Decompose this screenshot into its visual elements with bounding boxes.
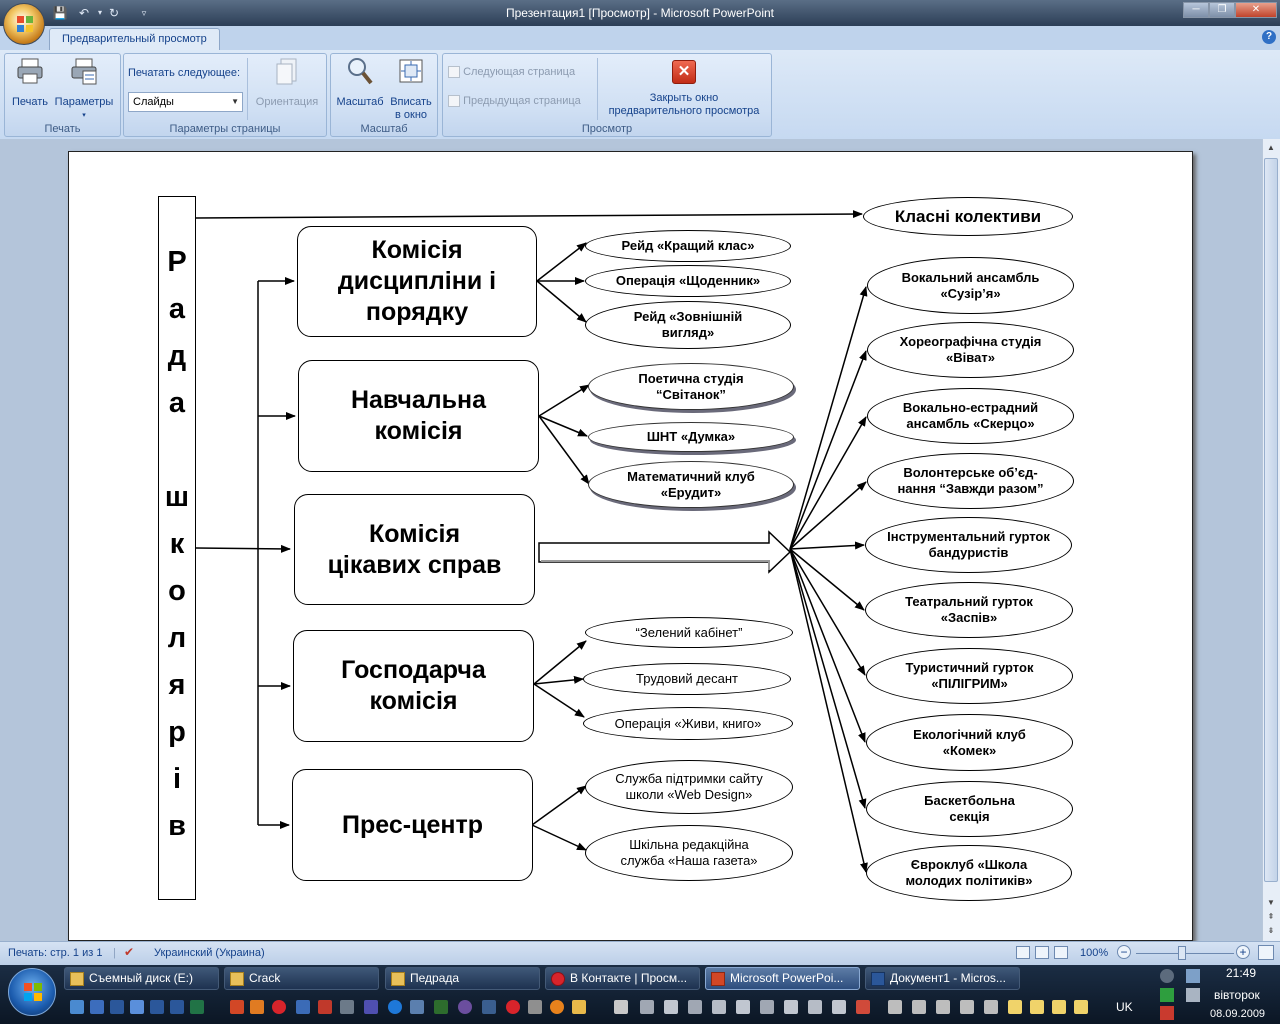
club-item: Інструментальний гурток бандуристів (865, 517, 1072, 573)
scroll-thumb[interactable] (1264, 158, 1278, 882)
word-icon[interactable] (150, 1000, 164, 1014)
app-icon[interactable] (736, 1000, 750, 1014)
app-icon[interactable] (410, 1000, 424, 1014)
slideshow-icon[interactable] (1054, 946, 1068, 959)
council-letter: о (168, 575, 186, 607)
zoom-button[interactable] (334, 56, 386, 109)
undo-icon[interactable]: ↶ (78, 6, 90, 20)
council-letter: і (172, 763, 182, 795)
app-icon[interactable] (712, 1000, 726, 1014)
council-letter: в (168, 810, 186, 842)
close-button[interactable]: ✕ (1235, 2, 1277, 18)
app-icon[interactable] (318, 1000, 332, 1014)
commission-study (298, 360, 539, 472)
app-icon[interactable] (856, 1000, 870, 1014)
tab-print-preview[interactable]: Предварительный просмотр (49, 28, 220, 50)
customize-toolbar-icon[interactable]: ▿ (141, 8, 147, 18)
close-preview-line1: Закрыть окно (649, 92, 719, 104)
network-icon[interactable] (1186, 969, 1200, 983)
club-item: Вокальний ансамбль «Сузір’я» (867, 257, 1074, 314)
options-button-label: Параметры (54, 96, 114, 108)
discipline-item: Рейд «Зовнішній вигляд» (585, 301, 791, 349)
app-icon[interactable] (984, 1000, 998, 1014)
folder-icon[interactable] (1052, 1000, 1066, 1014)
tray-icon[interactable] (1160, 988, 1174, 1002)
taskbar-button[interactable]: Педрада (385, 967, 540, 990)
study-item: Поетична студія “Світанок” (588, 363, 794, 410)
restore-button[interactable]: ❐ (1209, 2, 1235, 18)
club-item: Туристичний гурток «ПІЛІГРИМ» (866, 648, 1073, 704)
app-icon[interactable] (482, 1000, 496, 1014)
commission-interesting-affairs (294, 494, 535, 605)
app-icon[interactable] (960, 1000, 974, 1014)
zoom-in-icon[interactable]: + (1236, 945, 1250, 959)
zoom-slider-thumb[interactable] (1178, 946, 1186, 960)
page-info: Печать: стр. 1 из 1 (8, 947, 103, 959)
next-page-scroll-icon[interactable]: ⇟ (1267, 926, 1275, 935)
orientation-label: Ориентация (255, 96, 319, 108)
chevron-down-icon: ▼ (231, 97, 239, 106)
council-letter: ш (164, 481, 190, 513)
zoom-button-label: Масштаб (336, 96, 384, 108)
help-icon[interactable]: ? (1262, 30, 1276, 44)
prev-page-icon (448, 95, 460, 107)
zoom-level[interactable]: 100% (1080, 947, 1109, 959)
normal-view-icon[interactable] (1016, 946, 1030, 959)
app-icon[interactable] (296, 1000, 310, 1014)
app-icon[interactable] (912, 1000, 926, 1014)
taskbar-button[interactable]: Crack (224, 967, 379, 990)
folder-icon (391, 972, 405, 986)
word-icon[interactable] (110, 1000, 124, 1014)
floppy-icon[interactable] (364, 1000, 378, 1014)
printer-icon (15, 56, 45, 86)
printer-options-icon (69, 56, 99, 86)
council-letter: д (167, 340, 187, 372)
club-item: Вокально-естрадний ансамбль «Скерцо» (867, 388, 1074, 444)
print-what-select[interactable] (128, 92, 243, 112)
club-item: Баскетбольна секція (866, 781, 1073, 837)
volume-icon[interactable] (1186, 988, 1200, 1002)
orientation-icon (272, 56, 302, 86)
app-icon[interactable] (640, 1000, 654, 1014)
prev-page-label: Предыдущая страница (463, 95, 581, 107)
household-item: Операція «Живи, книго» (583, 707, 793, 740)
app-icon[interactable] (340, 1000, 354, 1014)
fit-slide-icon[interactable] (1258, 945, 1274, 960)
slide-sorter-icon[interactable] (1035, 946, 1049, 959)
student-council-box (158, 196, 196, 900)
print-button[interactable] (8, 56, 52, 109)
fit-to-window-button[interactable] (386, 56, 436, 122)
app-icon[interactable] (664, 1000, 678, 1014)
group-preview-label: Просмотр (581, 123, 633, 135)
app-icon[interactable] (760, 1000, 774, 1014)
household-item: Трудовий десант (583, 663, 791, 695)
commission-line: Навчальна (350, 386, 487, 414)
tray-icon[interactable] (1160, 969, 1174, 983)
minimize-button[interactable]: ─ (1183, 2, 1209, 18)
commission-line: Комісія (368, 519, 461, 548)
scroll-up-icon[interactable]: ▲ (1267, 143, 1275, 152)
options-button[interactable] (53, 56, 115, 122)
ie-icon[interactable] (388, 1000, 402, 1014)
fit-window-icon (396, 56, 426, 86)
spellcheck-icon[interactable]: ✔ (124, 945, 135, 959)
council-letter: р (168, 716, 186, 748)
folder-icon[interactable] (1074, 1000, 1088, 1014)
undo-dropdown-icon[interactable]: ▾ (97, 8, 102, 17)
excel-icon[interactable] (90, 1000, 104, 1014)
council-letter: а (168, 387, 186, 419)
commission-press-center (292, 769, 533, 881)
taskbar-button[interactable]: Съемный диск (E:) (64, 967, 219, 990)
taskbar-button[interactable]: Документ1 - Micros... (865, 967, 1020, 990)
office-button[interactable] (3, 3, 45, 45)
clock-date: 08.09.2009 (1210, 1008, 1266, 1020)
app-icon[interactable] (688, 1000, 702, 1014)
study-item: ШНТ «Думка» (588, 422, 794, 452)
orientation-button (250, 56, 324, 109)
word-icon (871, 972, 885, 986)
class-collectives: Класні колективи (863, 197, 1073, 236)
council-letter: Р (167, 246, 187, 278)
firefox-icon[interactable] (550, 1000, 564, 1014)
language-indicator-tray[interactable]: UK (1116, 1000, 1133, 1014)
group-print-label: Печать (44, 123, 81, 135)
club-item: Театральний гурток «Заспів» (865, 582, 1073, 638)
app-icon[interactable] (808, 1000, 822, 1014)
status-bar (0, 941, 1280, 965)
next-page-icon (448, 66, 460, 78)
separator: | (113, 947, 116, 959)
tray-icon[interactable] (1160, 1006, 1174, 1020)
group-zoom-label: Масштаб (360, 123, 408, 135)
household-item: “Зелений кабінет” (585, 617, 793, 648)
powerpoint-icon (711, 972, 725, 986)
commission-line: комісія (374, 417, 463, 445)
commission-line: комісія (369, 687, 458, 715)
word-icon[interactable] (170, 1000, 184, 1014)
fit-line1: Вписать (390, 96, 432, 108)
study-item: Математичний клуб «Ерудит» (588, 461, 794, 508)
fit-line2: в окно (394, 109, 428, 121)
scroll-down-icon[interactable]: ▼ (1267, 898, 1275, 907)
print-what-label: Печатать следующее: (128, 67, 241, 79)
council-letter: к (169, 528, 185, 560)
next-page-button (448, 66, 588, 79)
print-button-label: Печать (11, 96, 49, 108)
commission-household (293, 630, 534, 742)
close-red-icon: ✕ (672, 60, 696, 84)
prev-page-scroll-icon[interactable]: ⇞ (1267, 912, 1275, 921)
folder-icon[interactable] (1030, 1000, 1044, 1014)
app-icon[interactable] (572, 1000, 586, 1014)
save-icon[interactable]: 💾 (52, 6, 68, 20)
commission-line: дисципліни і (337, 267, 497, 295)
close-preview-line2: предварительного просмотра (608, 105, 760, 117)
outlook-icon[interactable] (130, 1000, 144, 1014)
clock-day: вівторок (1214, 988, 1260, 1002)
club-item: Екологічний клуб «Комек» (866, 714, 1073, 771)
magnifier-icon (345, 56, 375, 86)
commission-line: цікавих справ (327, 550, 502, 579)
commission-discipline (297, 226, 537, 337)
app-icon[interactable] (784, 1000, 798, 1014)
discipline-item: Операція «Щоденник» (585, 265, 791, 297)
title-bar (0, 0, 1280, 26)
opera-icon[interactable] (506, 1000, 520, 1014)
window-title: Презентация1 [Просмотр] - Microsoft PowerPoint (505, 6, 774, 20)
club-item: Хореографічна студія «Віват» (867, 322, 1074, 378)
redo-icon[interactable]: ↻ (108, 6, 120, 20)
app-icon[interactable] (272, 1000, 286, 1014)
printer-icon[interactable] (614, 1000, 628, 1014)
opera-icon (551, 972, 565, 986)
clock-time[interactable]: 21:49 (1226, 966, 1257, 980)
show-desktop-icon[interactable] (70, 1000, 84, 1014)
print-what-value: Слайды (133, 96, 174, 108)
start-button[interactable] (8, 968, 56, 1016)
taskbar-button[interactable]: Microsoft PowerPoi... (705, 967, 860, 990)
folder-icon (230, 972, 244, 986)
zoom-out-icon[interactable]: − (1117, 945, 1131, 959)
council-letter: я (168, 669, 186, 701)
app-icon[interactable] (832, 1000, 846, 1014)
council-letter: а (168, 293, 186, 325)
app-icon[interactable] (434, 1000, 448, 1014)
club-item: Євроклуб «Школа молодих політиків» (866, 845, 1072, 901)
app-icon[interactable] (888, 1000, 902, 1014)
club-item: Волонтерське об’єд- нання “Завжди разом” (867, 453, 1074, 509)
press-item: Служба підтримки сайту школи «Web Design» (585, 760, 793, 814)
separator (597, 58, 598, 120)
separator (247, 58, 248, 120)
commission-line: Комісія (371, 236, 463, 264)
council-letter: л (167, 622, 187, 654)
app-icon[interactable] (250, 1000, 264, 1014)
windows-logo-icon (23, 982, 43, 1002)
app-icon[interactable] (936, 1000, 950, 1014)
folder-icon (70, 972, 84, 986)
options-dropdown-icon: ▾ (82, 112, 86, 119)
prev-page-button (448, 95, 598, 108)
discipline-item: Рейд «Кращий клас» (585, 230, 791, 262)
commission-line: Прес-центр (342, 810, 483, 839)
app-icon[interactable] (528, 1000, 542, 1014)
press-item: Шкільна редакційна служба «Наша газета» (585, 825, 793, 881)
language-indicator[interactable]: Украинский (Украина) (154, 947, 265, 959)
group-page-setup-label: Параметры страницы (169, 123, 281, 135)
commission-line: порядку (365, 298, 469, 326)
commission-line: Господарча (341, 656, 486, 684)
powerpoint-icon[interactable] (230, 1000, 244, 1014)
next-page-label: Следующая страница (463, 66, 576, 78)
app-icon[interactable] (458, 1000, 472, 1014)
excel-icon[interactable] (190, 1000, 204, 1014)
folder-icon[interactable] (1008, 1000, 1022, 1014)
taskbar-button[interactable]: В Контакте | Просм... (545, 967, 700, 990)
close-preview-button[interactable] (600, 60, 768, 118)
